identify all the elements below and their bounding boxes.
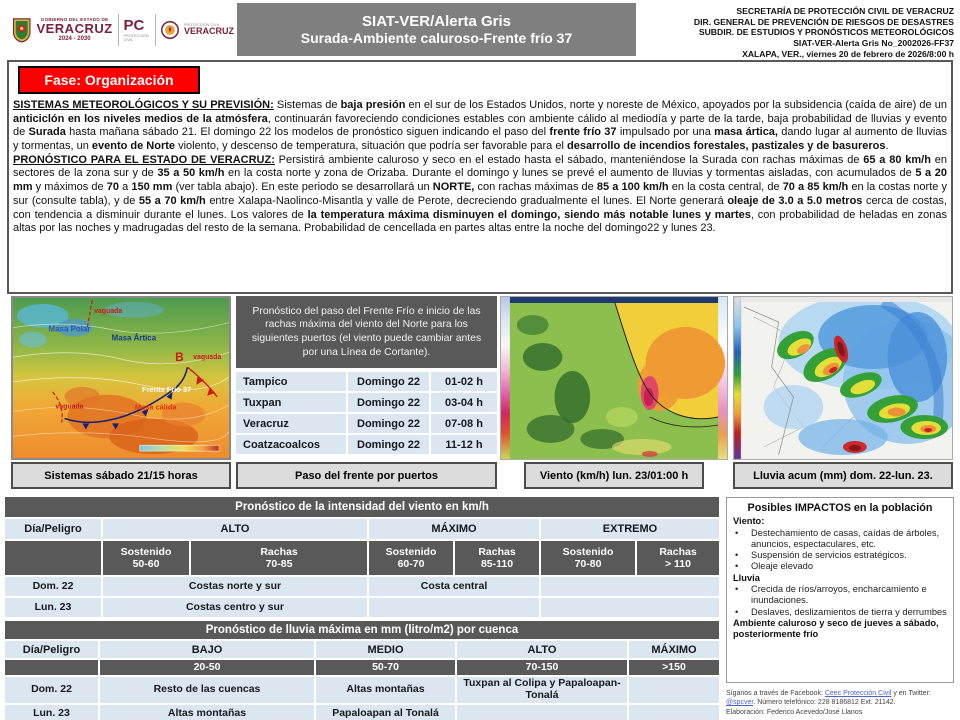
impacts-panel	[726, 497, 954, 683]
rain-range-alto: 70-150	[457, 660, 627, 675]
masa-calida-label: Masa cálida	[134, 402, 177, 412]
rain-row-medio: Altas montañas	[316, 677, 455, 703]
wind-row-day: Dom. 22	[5, 577, 101, 596]
wind-col-alto: ALTO	[103, 519, 367, 539]
sub-range: 70-80	[574, 558, 602, 570]
port-cell: Tampico	[236, 372, 346, 391]
seal-text	[184, 23, 234, 36]
rain-col-bajo: BAJO	[100, 641, 314, 658]
agency-line: DIR. GENERAL DE PREVENCIÓN DE RIESGOS DE DESASTRES	[693, 16, 954, 27]
wind-sub-cell	[541, 541, 635, 575]
front-passage-table	[236, 372, 497, 454]
footer-text: . Número telefónico: 228 8186812 Ext. 21142.	[753, 699, 896, 707]
systems-map-image	[13, 298, 229, 458]
wind-map-caption: Viento (km/h) lun. 23/01:00 h	[524, 462, 704, 489]
wind-table	[5, 519, 719, 617]
wind-row-alto: Costas centro y sur	[103, 598, 367, 617]
logo-divider	[155, 14, 156, 46]
agency-block	[642, 6, 954, 60]
proteccion-civil-seal-icon	[161, 18, 179, 42]
rain-col-maximo: MÁXIMO	[629, 641, 719, 658]
logo-divider	[118, 14, 119, 46]
rain-row-maximo	[629, 705, 719, 720]
vaguada-label: vaguada	[55, 403, 84, 411]
impact-item	[733, 550, 947, 561]
rain-col-medio: MEDIO	[316, 641, 455, 658]
wind-col-day: Día/Peligro	[5, 519, 101, 539]
impact-item-text: Oleaje elevado	[751, 561, 814, 572]
wind-col-extremo: EXTREMO	[541, 519, 719, 539]
rain-row-bajo: Resto de las cuencas	[100, 677, 314, 703]
wind-sub-cell	[455, 541, 539, 575]
rain-map-caption: Lluvia acum (mm) dom. 22-lun. 23.	[733, 462, 953, 489]
wind-sub-cell	[369, 541, 453, 575]
rain-map	[733, 296, 953, 460]
rain-row-medio: Papaloapan al Tonalá	[316, 705, 455, 720]
wind-sub-cell	[103, 541, 189, 575]
sub-label: Rachas	[659, 545, 697, 558]
wind-sub-empty	[5, 541, 101, 575]
header-logos	[12, 5, 234, 55]
bullet-icon: •	[735, 550, 739, 561]
port-cell: Veracruz	[236, 414, 346, 433]
impacts-wind-label: Viento:	[733, 516, 765, 527]
pc-logo-subtext: PROTECCIÓN CIVIL	[123, 33, 149, 42]
gov-logo-top: GOBIERNO DEL ESTADO DE	[40, 16, 109, 22]
wind-row-maximo: Costa central	[369, 577, 539, 596]
port-cell: Tuxpan	[236, 393, 346, 412]
alert-banner-subtitle: Surada-Ambiente caluroso-Frente frío 37	[300, 30, 573, 46]
pc-logo-text: PC	[123, 16, 145, 34]
port-cell: Coatzacoalcos	[236, 435, 346, 454]
masa-artica-label: Masa Ártica	[111, 333, 157, 343]
gov-logo-years: 2024 - 2030	[58, 36, 91, 43]
impact-item	[733, 561, 947, 572]
rain-col-day: Día/Peligro	[5, 641, 98, 658]
impacts-rain-label: Lluvia	[733, 572, 760, 583]
footer-contact	[726, 689, 957, 717]
phase-badge: Fase: Organización	[18, 66, 200, 94]
rain-range-bajo: 20-50	[100, 660, 314, 675]
agency-line: SIAT-VER-Alerta Gris No_2002026-FF37	[793, 38, 954, 49]
impact-item	[733, 607, 947, 618]
impact-item	[733, 528, 947, 551]
systems-map	[11, 296, 231, 460]
time-cell: 11-12 h	[431, 435, 497, 454]
impact-item-text: Crecida de ríos/arroyos, encharcamiento e inundaciones.	[751, 584, 927, 606]
time-cell: 07-08 h	[431, 414, 497, 433]
impacts-title: Posibles IMPACTOS en la población	[747, 502, 933, 514]
sub-label: Sostenido	[385, 545, 437, 558]
rain-row-alto: Tuxpan al Colipa y Papaloapan-Tonalá	[457, 677, 627, 703]
sub-range: 50-60	[132, 558, 160, 570]
sub-range: > 110	[665, 558, 691, 570]
day-cell: Domingo 22	[348, 414, 429, 433]
sub-label: Rachas	[260, 545, 298, 558]
vaguada-label: vaguada	[193, 354, 222, 362]
footer-text: Síganos a través de Facebook:	[726, 690, 825, 697]
day-cell: Domingo 22	[348, 393, 429, 412]
rain-table	[5, 641, 719, 720]
wind-sub-cell	[191, 541, 367, 575]
seal-subtext: PROTECCIÓN CIVIL	[183, 23, 220, 28]
sub-range: 85-110	[480, 558, 514, 570]
systems-paragraph: SISTEMAS METEOROLÓGICOS Y SU PREVISIÓN: Sistemas de baja presión en el sur de los Estados Unidos, norte y noreste de México, apoyados por la subsidencia (caída de aire) de un anticiclón en los niveles medios de la atmósfera, continuarán favoreciendo condiciones estables con ambiente cálido al mediodía y parte de la tarde, baja probabilidad de lluvias y evento de Surada hasta mañana sábado 21. El domingo 22 los modelos de pronóstico siguen indicando el paso del frente frío 37 impulsado por una masa ártica, dando lugar al aumento de lluvias y tormentas, un evento de Norte violento, y descenso de temperatura, situación que podría ser favorable para el desarrollo de incendios forestales, pastizales y de basureros.	[13, 99, 948, 153]
wind-row-maximo	[369, 598, 539, 617]
time-cell: 03-04 h	[431, 393, 497, 412]
rain-map-image	[734, 297, 952, 459]
frente-frio-label: Frente Frío 37	[142, 384, 192, 394]
alert-banner-title: SIAT-VER/Alerta Gris	[362, 13, 511, 30]
pc-logo	[123, 18, 150, 43]
impact-item-text: Destechamiento de casas, caídas de árboles, anuncios, espectaculares, etc.	[751, 527, 940, 549]
wind-row-extremo	[541, 598, 719, 617]
sub-range: 60-70	[397, 558, 425, 570]
alert-banner	[237, 3, 636, 56]
wind-col-maximo: MÁXIMO	[369, 519, 539, 539]
seal-name: VERACRUZ	[183, 26, 234, 37]
footer-text: y en Twitter:	[891, 690, 931, 697]
wind-table-title: Pronóstico de la intensidad del viento en km/h	[5, 497, 719, 517]
rain-row-day: Lun. 23	[5, 705, 98, 720]
bullet-icon: •	[735, 584, 739, 595]
front-passage-panel	[236, 296, 497, 456]
gov-logo-text	[36, 18, 112, 43]
rain-range-empty	[5, 660, 98, 675]
sub-label: Sostenido	[120, 545, 172, 558]
sub-label: Sostenido	[562, 545, 614, 558]
impact-item	[733, 584, 947, 607]
agency-line: SECRETARÍA DE PROTECCIÓN CIVIL DE VERACRUZ	[736, 6, 954, 16]
masa-polar-label: Masa Polar	[48, 324, 91, 334]
impacts-closing: Ambiente caluroso y seco de jueves a sábado, posteriormente frío	[733, 618, 939, 640]
bullet-icon: •	[735, 527, 739, 538]
wind-row-alto: Costas norte y sur	[103, 577, 367, 596]
low-pressure-label: B	[175, 350, 184, 365]
footer-elaboration: Elaboración: Federico Acevedo/José Llanos	[726, 708, 863, 716]
vaguada-label: vaguada	[94, 307, 123, 315]
systems-map-caption: Sistemas sábado 21/15 horas	[11, 462, 231, 489]
wind-map-image	[501, 297, 727, 459]
state-forecast-paragraph: PRONÓSTICO PARA EL ESTADO DE VERACRUZ: Persistirá ambiente caluroso y seco en el estado hasta el sábado, manteniéndose la Surada con rachas máximas de 65 a 80 km/h en sectores de la zona sur y de 35 a 50 km/h en la costa norte y zona de Orizaba. Durante el domingo y lunes se prevé el aumento de lluvias y tormentas aisladas, con acumulados de 5 a 20 mm y máximos de 70 a 150 mm (ver tabla abajo). En este periodo se desarrollará un NORTE, con rachas máximas de 85 a 100 km/h en la costa central, de 70 a 85 km/h en la costas norte y sur (consulte tabla), y de 55 a 70 km/h entre Xalapa-Naolinco-Misantla y valle de Perote, decreciendo gradualmente el lunes. El Norte generará oleaje de 3.0 a 5.0 metros cerca de costas, con tendencia a disminuir durante el lunes. Los valores de la temperatura máxima disminuyen el domingo, siendo más notable lunes y martes, con probabilidad de heladas en zonas altas por las noches y madrugadas del resto de la semana. Probabilidad de cencellada en partes altas entre la noche del domingo22 y lunes 23.	[13, 153, 947, 235]
agency-line: SUBDIR. DE ESTUDIOS Y PRONÓSTICOS METEOROLÓGICOS	[698, 27, 954, 38]
front-passage-caption: Paso del frente por puertos	[236, 462, 497, 489]
rain-range-maximo: >150	[629, 660, 719, 675]
rain-row-maximo	[629, 677, 719, 703]
agency-line: XALAPA, VER., viernes 20 de febrero de 2026/8:00 h	[742, 48, 954, 59]
wind-row-extremo	[541, 577, 719, 596]
rain-row-alto	[457, 705, 627, 720]
gov-logo-name: VERACRUZ	[36, 21, 113, 37]
veracruz-shield-icon	[12, 13, 31, 47]
wind-map	[500, 296, 728, 460]
rain-col-alto: ALTO	[457, 641, 627, 658]
day-cell: Domingo 22	[348, 435, 429, 454]
sub-range: 70-85	[265, 558, 293, 570]
facebook-link[interactable]: Ceec Protección Civil	[824, 690, 892, 697]
rain-row-day: Dom. 22	[5, 677, 98, 703]
rain-row-bajo: Altas montañas	[100, 705, 314, 720]
wind-sub-cell	[637, 541, 719, 575]
day-cell: Domingo 22	[348, 372, 429, 391]
bullet-icon: •	[735, 561, 739, 572]
bullet-icon: •	[735, 606, 739, 617]
time-cell: 01-02 h	[431, 372, 497, 391]
sub-label: Rachas	[478, 545, 516, 558]
impact-item-text: Suspensión de servicios estratégicos.	[751, 550, 907, 561]
rain-table-title: Pronóstico de lluvia máxima en mm (litro/m2) por cuenca	[5, 621, 719, 639]
forecast-paragraphs	[13, 99, 947, 289]
front-passage-header: Pronóstico del paso del Frente Frío e inicio de las rachas máxima del viento del Norte para los siguientes puertos (el viento puede cambiar antes por una Línea de Cortante).	[236, 296, 497, 368]
impact-item-text: Deslaves, deslizamientos de tierra y derrumbes	[751, 606, 947, 617]
twitter-link[interactable]: @spcver	[726, 699, 754, 707]
wind-row-day: Lun. 23	[5, 598, 101, 617]
rain-range-medio: 50-70	[316, 660, 455, 675]
